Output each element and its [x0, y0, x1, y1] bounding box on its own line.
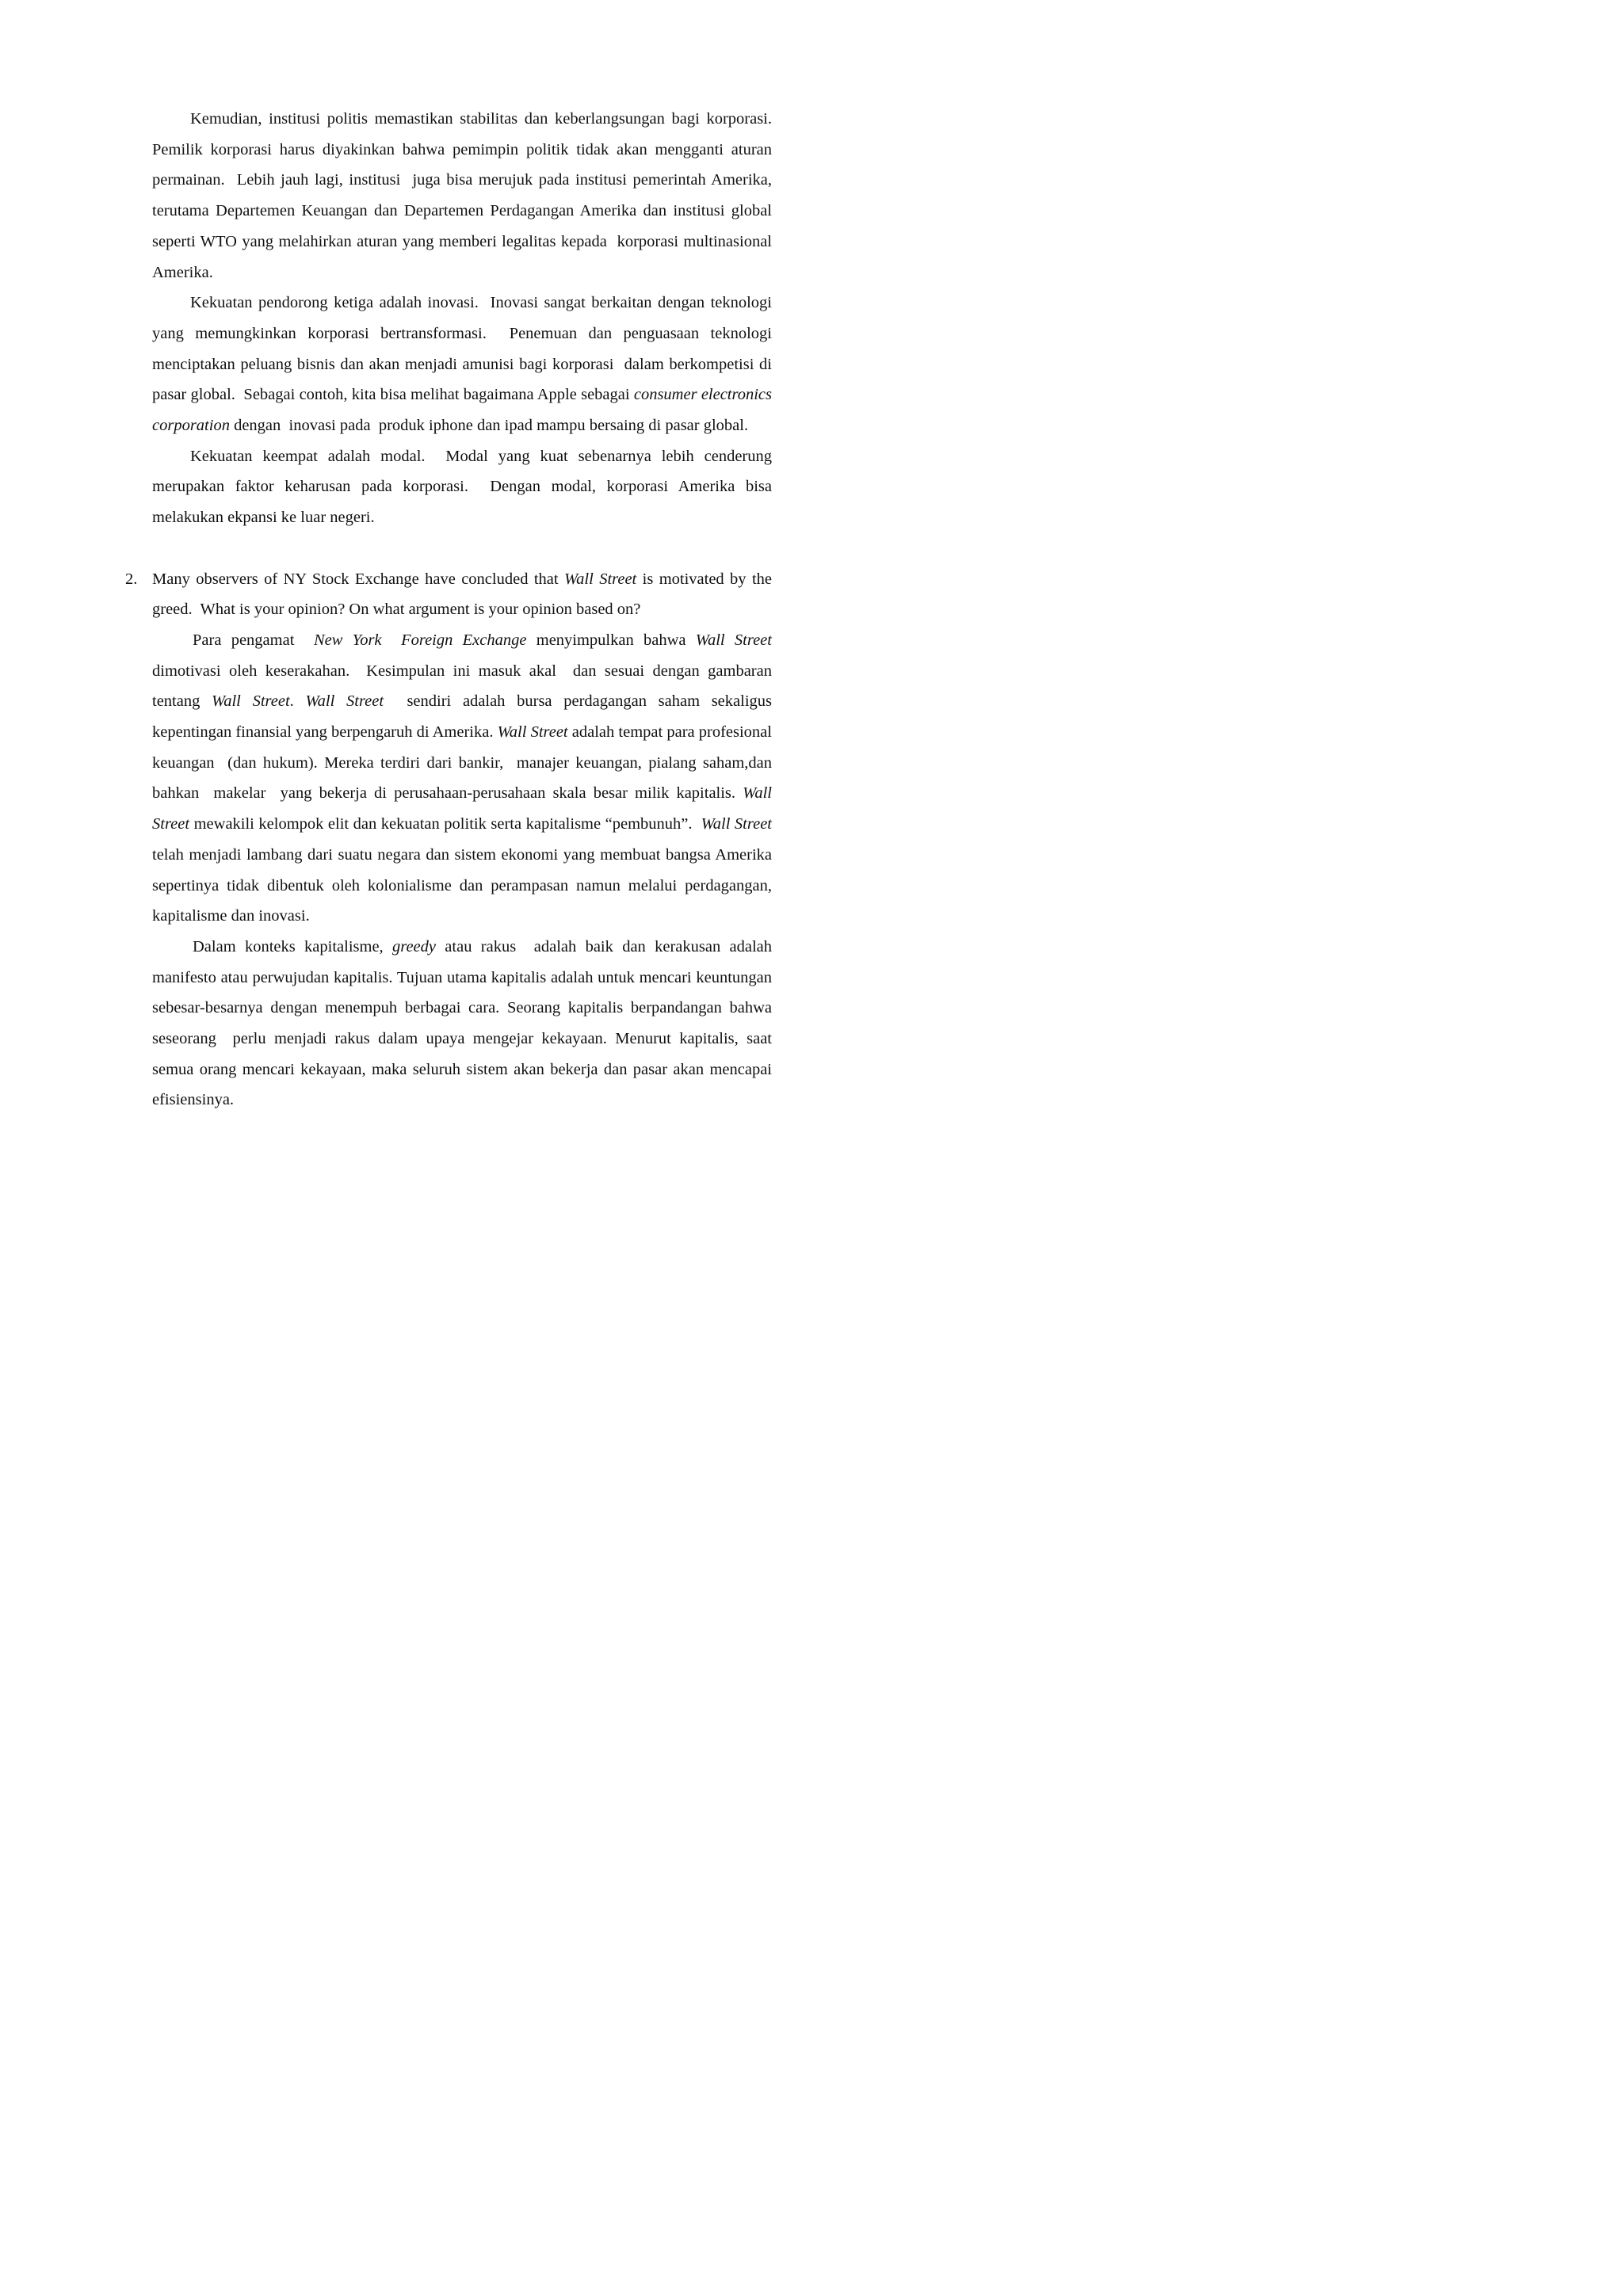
- text-run: is motivated by the greed. What is your opinion? On what argument is your opinion based on?: [152, 570, 777, 619]
- question-number: 2.: [125, 570, 138, 588]
- answer-paragraph-greed: [152, 932, 777, 1116]
- text-run: atau rakus adalah baik dan kerakusan adalah manifesto atau perwujudan kapitalis. Tujuan utama kapitalis adalah untuk mencari keuntungan sebesar-besarnya dengan menempuh berbagai cara. Seorang kapitalis berpandangan bahwa seseorang perlu menjadi rakus dalam upaya mengejar kekayaan. Menurut kapitalis, saat semua orang mencari kekayaan, maka seluruh sistem akan bekerja dan pasar akan mencapai efisiensinya.: [152, 937, 777, 1109]
- text-run: Many observers of NY Stock Exchange have concluded that: [152, 570, 564, 588]
- italic-term: greedy: [391, 937, 436, 955]
- text-run: adalah tempat para profesional keuangan (dan hukum). Mereka terdiri dari bankir, manajer keuangan, pialang saham,dan bahkan makelar yang bekerja di perusahaan-perusahaan skala besar milik kapitalis.: [152, 723, 777, 803]
- italic-term: Wall Street: [305, 692, 384, 711]
- paragraph-innovation: [152, 288, 777, 441]
- paragraph-institutions: [152, 104, 777, 288]
- paragraph-spacer: [152, 533, 772, 564]
- text-run: menyimpulkan bahwa: [526, 631, 696, 649]
- italic-term: Wall Street: [563, 570, 637, 588]
- text-run: Dalam konteks kapitalisme,: [193, 937, 392, 955]
- text-run: dengan inovasi pada produk iphone dan ipad mampu bersaing di pasar global.: [229, 417, 749, 435]
- italic-term: Wall Street: [695, 631, 772, 649]
- text-run: mewakili kelompok elit dan kekuatan politik serta kapitalisme “pembunuh”.: [189, 815, 701, 833]
- text-run: dimotivasi oleh keserakahan. Kesimpulan ini masuk akal dan sesuai dengan gambaran tentang: [152, 631, 777, 711]
- text-run: Kekuatan pendorong ketiga adalah inovasi. Inovasi sangat berkaitan dengan teknologi yang memungkinkan korporasi bertransformasi. Penemuan dan penguasaan teknologi menciptakan peluang bisnis dan akan menjadi amunisi bagi korporasi dalam berkompetisi di pasar global. Sebagai contoh, kita bisa melihat bagaimana Apple sebagai: [152, 294, 777, 404]
- italic-term: Wall Street: [701, 815, 772, 833]
- answer-paragraph-wall-street: [152, 625, 777, 932]
- italic-term: Wall Street: [497, 723, 568, 742]
- italic-term: Wall Street: [152, 784, 777, 833]
- italic-term: Wall Street: [212, 692, 290, 711]
- italic-term: consumer electronics corporation: [152, 386, 777, 435]
- question-item: [125, 564, 777, 625]
- text-run: Kekuatan keempat adalah modal. Modal yang kuat sebenarnya lebih cenderung merupakan faktor keharusan pada korporasi. Dengan modal, korporasi Amerika bisa melakukan ekpansi ke luar negeri.: [152, 447, 777, 527]
- italic-term: New York Foreign Exchange: [313, 631, 527, 649]
- document-page: [0, 0, 872, 1233]
- text-run: Para pengamat: [193, 631, 314, 649]
- text-run: sendiri adalah bursa perdagangan saham sekaligus kepentingan finansial yang berpengaruh di Amerika.: [152, 692, 777, 742]
- text-run: .: [289, 692, 306, 711]
- text-run: Kemudian, institusi politis memastikan stabilitas dan keberlangsungan bagi korporasi. Pemilik korporasi harus diyakinkan bahwa pemimpin politik tidak akan mengganti aturan permainan. Lebih jauh lagi, institusi juga bisa merujuk pada institusi pemerintah Amerika, terutama Departemen Keuangan dan Departemen Perdagangan Amerika dan institusi global seperti WTO yang melahirkan aturan yang memberi legalitas kepada korporasi multinasional Amerika.: [152, 110, 777, 281]
- document-body: [125, 104, 777, 1116]
- paragraph-capital: [152, 441, 777, 533]
- text-run: telah menjadi lambang dari suatu negara dan sistem ekonomi yang membuat bangsa Amerika sepertinya tidak dibentuk oleh kolonialisme dan perampasan namun melalui perdagangan, kapitalisme dan inovasi.: [152, 815, 777, 925]
